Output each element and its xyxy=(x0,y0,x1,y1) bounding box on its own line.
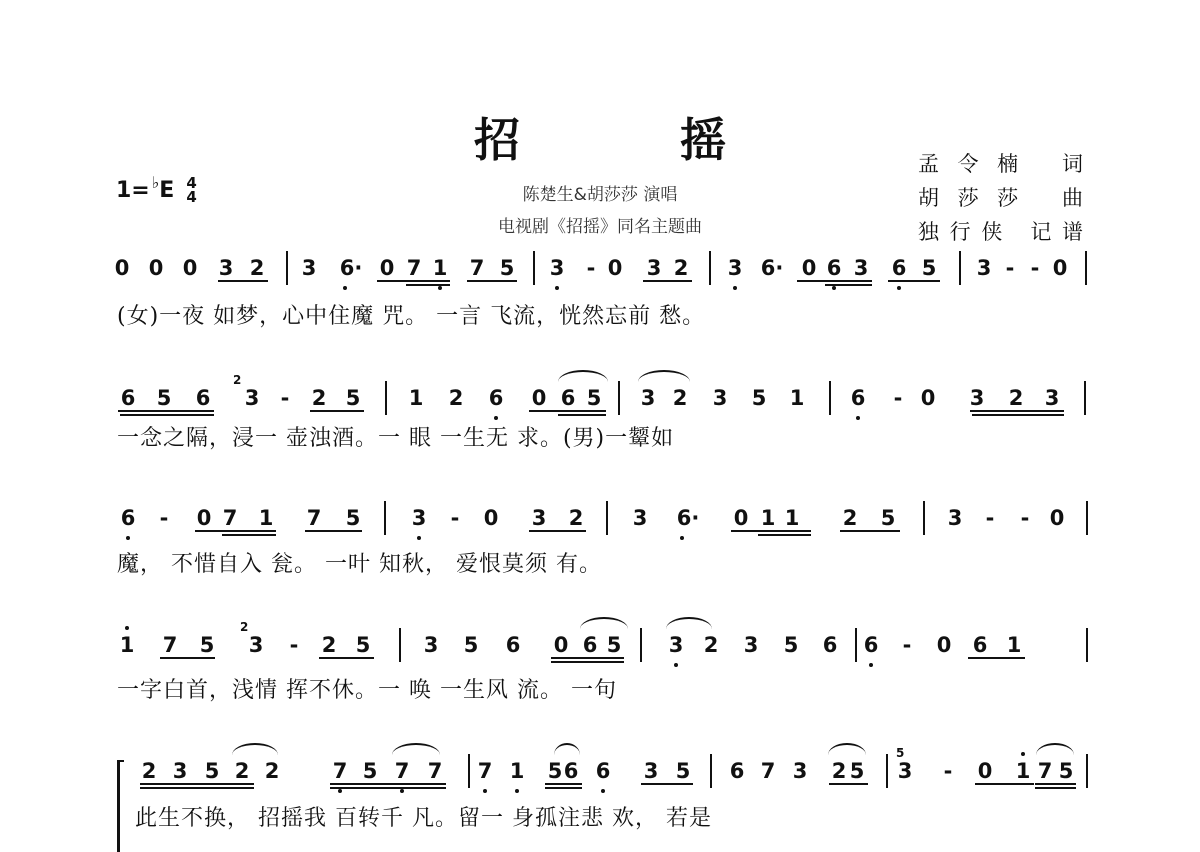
note: 6 xyxy=(488,386,504,410)
octave-dot-upper xyxy=(125,626,129,630)
note: 5 xyxy=(345,506,361,530)
note: 3 xyxy=(549,256,565,280)
note: 3 xyxy=(727,256,743,280)
note: 2 xyxy=(264,759,280,783)
lyric-line: 魔， 不惜自入 瓮。 一叶 知秋， 爱恨莫须 有。 xyxy=(117,552,602,577)
barline xyxy=(384,501,386,535)
note: 1 xyxy=(258,506,274,530)
note: 5 xyxy=(921,256,937,280)
note: - xyxy=(1030,256,1040,280)
slur xyxy=(638,370,690,382)
key-signature xyxy=(116,172,197,206)
note: 6· xyxy=(339,256,363,280)
beam xyxy=(467,280,517,282)
note: 7 xyxy=(427,759,443,783)
note: 2 xyxy=(842,506,858,530)
note: 0 xyxy=(1052,256,1068,280)
time-signature-top: 4 xyxy=(186,174,197,192)
note: 3 xyxy=(897,759,913,783)
system-bracket xyxy=(117,760,124,852)
transcriber-credit: 独行侠 记谱 xyxy=(918,220,1083,244)
note: 0 xyxy=(531,386,547,410)
beam-secondary xyxy=(825,284,872,286)
note: - xyxy=(1005,256,1015,280)
note: 5 xyxy=(586,386,602,410)
note: 2 xyxy=(1008,386,1024,410)
grace-note: 5 xyxy=(896,746,905,760)
note: 0 xyxy=(977,759,993,783)
note: 7 xyxy=(1037,759,1053,783)
octave-dot-lower xyxy=(733,286,737,290)
note: 5 xyxy=(355,633,371,657)
note: 6 xyxy=(560,386,576,410)
beam xyxy=(731,530,811,532)
barline xyxy=(286,251,288,285)
note: 6 xyxy=(120,386,136,410)
beam-secondary xyxy=(222,534,276,536)
barline xyxy=(829,381,831,415)
note: 3 xyxy=(248,633,264,657)
note: 3 xyxy=(411,506,427,530)
note: 6 xyxy=(595,759,611,783)
beam xyxy=(140,783,254,785)
note: 6 xyxy=(850,386,866,410)
octave-dot-lower xyxy=(555,286,559,290)
note: 6 xyxy=(563,759,579,783)
note: 5 xyxy=(199,633,215,657)
barline xyxy=(1086,628,1088,662)
lyric-line: (女)一夜 如梦，心中住魔 咒。 一言 飞流，恍然忘前 愁。 xyxy=(117,304,706,329)
note: 6· xyxy=(676,506,700,530)
note: 0 xyxy=(733,506,749,530)
note: 1 xyxy=(760,506,776,530)
note: 6 xyxy=(822,633,838,657)
note: 1 xyxy=(509,759,525,783)
beam xyxy=(160,657,215,659)
note: - xyxy=(902,633,912,657)
beam xyxy=(218,280,268,282)
note: 3 xyxy=(218,256,234,280)
octave-dot-lower xyxy=(338,789,342,793)
note: 3 xyxy=(853,256,869,280)
octave-dot-lower xyxy=(400,789,404,793)
note: - xyxy=(289,633,299,657)
note: 1 xyxy=(1015,759,1031,783)
barline xyxy=(1086,501,1088,535)
slur xyxy=(1036,743,1074,755)
beam xyxy=(643,280,692,282)
note: 7 xyxy=(469,256,485,280)
beam-secondary xyxy=(330,787,446,789)
flat-symbol: ♭ xyxy=(151,172,160,192)
note: 7 xyxy=(760,759,776,783)
note: 1 xyxy=(119,633,135,657)
note: 2 xyxy=(448,386,464,410)
note: 5 xyxy=(751,386,767,410)
note: - xyxy=(943,759,953,783)
octave-dot-lower xyxy=(483,789,487,793)
note: - xyxy=(985,506,995,530)
note: 0 xyxy=(196,506,212,530)
barline xyxy=(959,251,961,285)
beam xyxy=(330,783,446,785)
octave-dot-lower xyxy=(601,789,605,793)
beam xyxy=(545,783,582,785)
note: - xyxy=(280,386,290,410)
grace-note: 2 xyxy=(233,373,242,387)
barline xyxy=(923,501,925,535)
note: 6 xyxy=(891,256,907,280)
beam-secondary xyxy=(558,414,606,416)
beam-secondary xyxy=(120,414,214,416)
note: 3 xyxy=(172,759,188,783)
note: 0 xyxy=(182,256,198,280)
note: 5 xyxy=(880,506,896,530)
slur xyxy=(232,743,278,755)
key-prefix: 1= xyxy=(116,177,150,203)
slur xyxy=(554,743,580,755)
note: 0 xyxy=(920,386,936,410)
note: 5 xyxy=(463,633,479,657)
time-signature-bottom: 4 xyxy=(186,188,197,206)
note: 3 xyxy=(244,386,260,410)
grace-note: 2 xyxy=(240,620,249,634)
octave-dot-lower xyxy=(417,536,421,540)
note: 3 xyxy=(947,506,963,530)
note: 2 xyxy=(234,759,250,783)
slur xyxy=(828,743,866,755)
note: 3 xyxy=(792,759,808,783)
note: 7 xyxy=(394,759,410,783)
slur xyxy=(580,617,628,629)
beam xyxy=(118,410,214,412)
beam-secondary xyxy=(972,414,1064,416)
note: 6 xyxy=(826,256,842,280)
octave-dot-lower xyxy=(897,286,901,290)
song-title: 招 摇 xyxy=(473,113,798,167)
beam xyxy=(975,783,1034,785)
beam xyxy=(195,530,276,532)
barline xyxy=(618,381,620,415)
note: 6 xyxy=(505,633,521,657)
octave-dot-lower xyxy=(832,286,836,290)
octave-dot-lower xyxy=(869,663,873,667)
beam-secondary xyxy=(758,534,811,536)
note: 0 xyxy=(148,256,164,280)
note: 2 xyxy=(311,386,327,410)
note: 0 xyxy=(114,256,130,280)
barline xyxy=(468,754,470,788)
note: - xyxy=(1020,506,1030,530)
note: 5 xyxy=(675,759,691,783)
note: 3 xyxy=(743,633,759,657)
barline xyxy=(606,501,608,535)
note: 2 xyxy=(672,386,688,410)
note: 3 xyxy=(712,386,728,410)
beam xyxy=(888,280,940,282)
note: 2 xyxy=(568,506,584,530)
source-line: 电视剧《招摇》同名主题曲 xyxy=(498,217,702,237)
lyric-line: 一念之隔，浸一 壶浊酒。一 眼 一生无 求。(男)一颦如 xyxy=(117,426,675,451)
note: 7 xyxy=(332,759,348,783)
octave-dot-upper xyxy=(1021,752,1025,756)
key-note: E xyxy=(159,177,175,203)
octave-dot-lower xyxy=(674,663,678,667)
note: 5 xyxy=(849,759,865,783)
beam-secondary xyxy=(551,661,624,663)
note: 5 xyxy=(606,633,622,657)
note: 3 xyxy=(301,256,317,280)
barline xyxy=(855,628,857,662)
note: 5 xyxy=(547,759,563,783)
barline xyxy=(710,754,712,788)
note: 5 xyxy=(783,633,799,657)
beam xyxy=(829,783,868,785)
note: 5 xyxy=(345,386,361,410)
note: 6 xyxy=(863,633,879,657)
slur xyxy=(392,743,440,755)
barline xyxy=(399,628,401,662)
note: 3 xyxy=(643,759,659,783)
note: 6 xyxy=(195,386,211,410)
note: 6 xyxy=(582,633,598,657)
lyric-line: 此生不换， 招摇我 百转千 凡。留一 身孤注悲 欢， 若是 xyxy=(135,806,712,831)
note: 3 xyxy=(646,256,662,280)
beam xyxy=(529,410,606,412)
beam xyxy=(319,657,374,659)
note: 0 xyxy=(607,256,623,280)
note: 0 xyxy=(483,506,499,530)
note: 7 xyxy=(406,256,422,280)
note: 6 xyxy=(120,506,136,530)
composer-credit: 胡莎莎 曲 xyxy=(918,186,1083,210)
beam xyxy=(551,657,624,659)
beam xyxy=(970,410,1064,412)
note: 0 xyxy=(379,256,395,280)
octave-dot-lower xyxy=(515,789,519,793)
note: 6 xyxy=(729,759,745,783)
note: 3 xyxy=(423,633,439,657)
note: 6· xyxy=(760,256,784,280)
note: 7 xyxy=(306,506,322,530)
note: 1 xyxy=(1006,633,1022,657)
barline xyxy=(1085,251,1087,285)
octave-dot-lower xyxy=(680,536,684,540)
beam xyxy=(529,530,586,532)
note: 1 xyxy=(408,386,424,410)
note: 2 xyxy=(141,759,157,783)
note: 0 xyxy=(553,633,569,657)
beam xyxy=(305,530,362,532)
note: - xyxy=(893,386,903,410)
barline xyxy=(385,381,387,415)
note: 2 xyxy=(673,256,689,280)
beam xyxy=(310,410,364,412)
octave-dot-lower xyxy=(494,416,498,420)
beam-secondary xyxy=(545,787,582,789)
note: 2 xyxy=(249,256,265,280)
note: 5 xyxy=(156,386,172,410)
beam-secondary xyxy=(1035,787,1076,789)
beam xyxy=(840,530,900,532)
beam-secondary xyxy=(406,284,450,286)
beam xyxy=(968,657,1025,659)
octave-dot-lower xyxy=(856,416,860,420)
beam xyxy=(377,280,450,282)
note: 0 xyxy=(936,633,952,657)
note: 3 xyxy=(1044,386,1060,410)
slur xyxy=(666,617,712,629)
note: 3 xyxy=(632,506,648,530)
note: 2 xyxy=(703,633,719,657)
note: 7 xyxy=(162,633,178,657)
note: 6 xyxy=(972,633,988,657)
note: 7 xyxy=(477,759,493,783)
note: 3 xyxy=(531,506,547,530)
note: 3 xyxy=(668,633,684,657)
barline xyxy=(640,628,642,662)
beam xyxy=(797,280,872,282)
beam xyxy=(641,783,693,785)
note: 3 xyxy=(976,256,992,280)
note: 1 xyxy=(432,256,448,280)
barline xyxy=(709,251,711,285)
note: 0 xyxy=(801,256,817,280)
note: 0 xyxy=(1049,506,1065,530)
note: 2 xyxy=(831,759,847,783)
singers-line: 陈楚生&胡莎莎 演唱 xyxy=(522,185,678,205)
lyric-line: 一字白首，浅情 挥不休。一 唤 一生风 流。 一句 xyxy=(117,678,617,703)
note: 5 xyxy=(1058,759,1074,783)
time-signature xyxy=(186,176,196,204)
barline xyxy=(1086,754,1088,788)
octave-dot-lower xyxy=(126,536,130,540)
note: - xyxy=(586,256,596,280)
octave-dot-lower xyxy=(343,286,347,290)
note: 3 xyxy=(969,386,985,410)
lyricist-credit: 孟令楠 词 xyxy=(918,152,1083,176)
note: - xyxy=(159,506,169,530)
note: 2 xyxy=(321,633,337,657)
beam-secondary xyxy=(140,787,254,789)
credits-block xyxy=(918,147,1083,249)
note: 7 xyxy=(222,506,238,530)
beam xyxy=(1035,783,1076,785)
barline xyxy=(886,754,888,788)
slur xyxy=(558,370,608,382)
note: 5 xyxy=(499,256,515,280)
note: 1 xyxy=(789,386,805,410)
barline xyxy=(1084,381,1086,415)
note: - xyxy=(450,506,460,530)
note: 5 xyxy=(204,759,220,783)
note: 1 xyxy=(784,506,800,530)
note: 3 xyxy=(640,386,656,410)
barline xyxy=(533,251,535,285)
octave-dot-lower xyxy=(438,286,442,290)
note: 5 xyxy=(362,759,378,783)
